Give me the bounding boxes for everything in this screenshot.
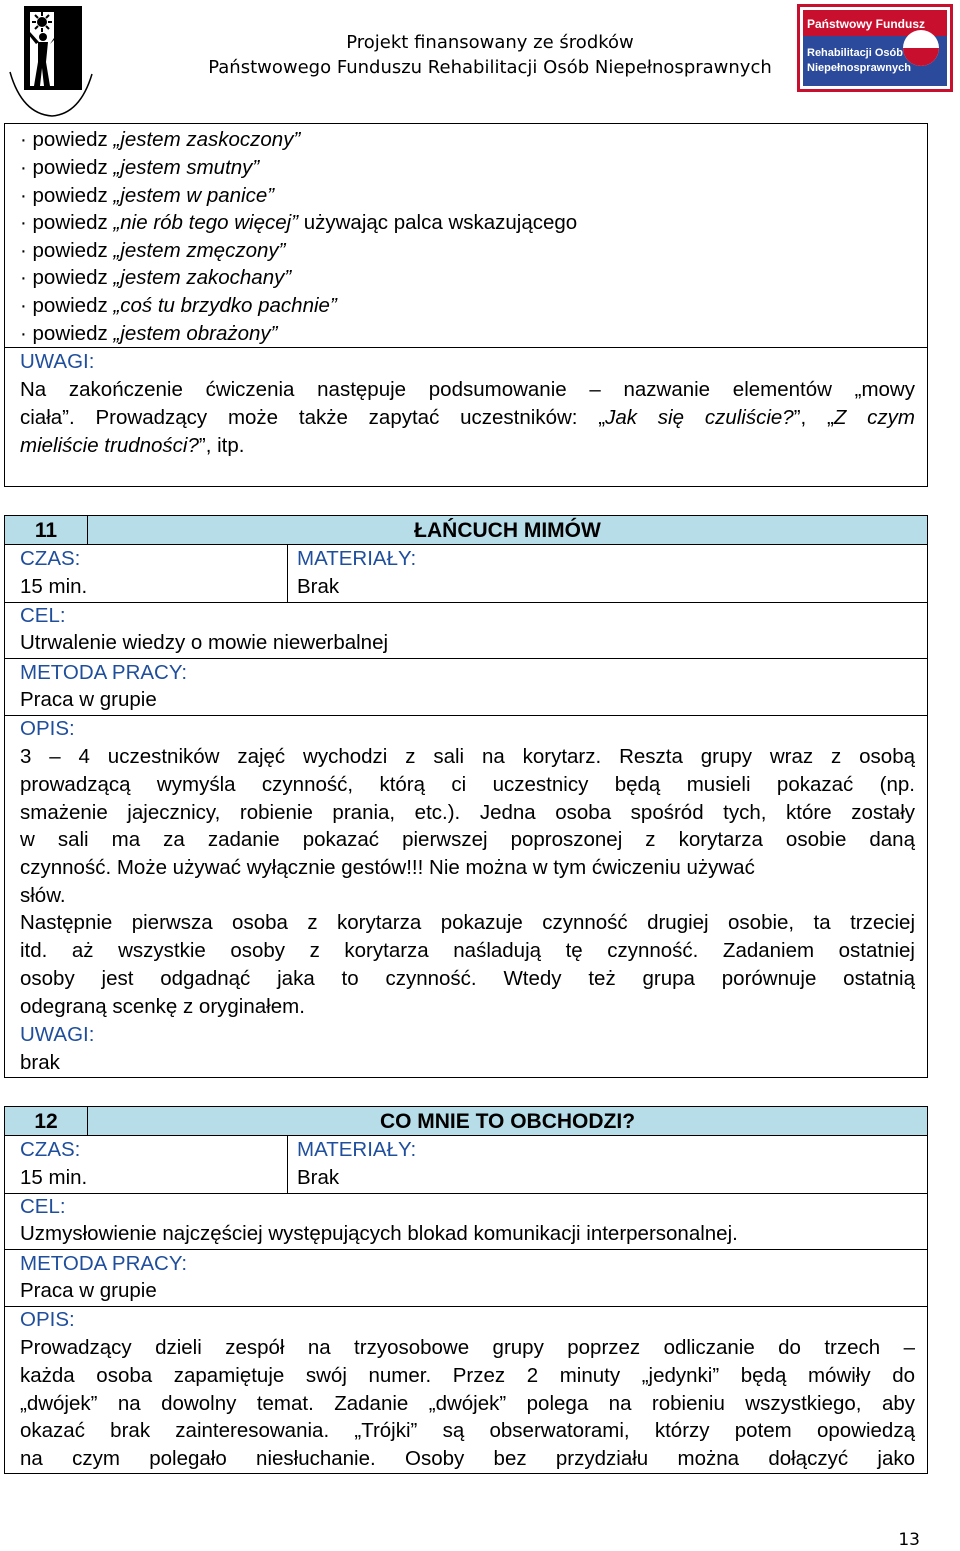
- opis-line: każda osoba zapamiętuje swój numer. Przez 2 minuty „jedynki” będą mówiły do: [20, 1364, 915, 1387]
- exercise-title: ŁAŃCUCH MIMÓW: [87, 516, 927, 545]
- metoda-value: Praca w grupie: [20, 688, 157, 711]
- uwagi-text-line: Na zakończenie ćwiczenia następuje podsumowanie – nazwanie elementów „mowy: [20, 378, 915, 401]
- exercise-11-title-row: [5, 516, 927, 545]
- instruction-item: · powiedz „nie rób tego więcej” używając palca wskazującego: [20, 211, 578, 234]
- opis-line: Następnie pierwsza osoba z korytarza pokazuje czynność drugiej osobie, ta trzeciej: [20, 911, 915, 934]
- opis-line: 3 – 4 uczestników zajęć wychodzi z sali na korytarz. Reszta grupy wraz z osobą: [20, 745, 915, 768]
- opis-line: czynność. Może używać wyłącznie gestów!!! Nie można w tym ćwiczeniu używać: [20, 856, 755, 879]
- opis-line: odegraną scenkę z oryginałem.: [20, 995, 305, 1018]
- exercise-number: 11: [34, 519, 58, 542]
- funding-line-1: Projekt finansowany ze środków: [346, 32, 634, 53]
- instruction-item: · powiedz „jestem w panice”: [20, 184, 275, 207]
- uwagi-text-line: ciała”. Prowadzący może także zapytać uczestników: „Jak się czuliście?”, „Z czym: [20, 406, 915, 429]
- materialy-label: MATERIAŁY:: [297, 547, 417, 570]
- materialy-label: MATERIAŁY:: [297, 1138, 417, 1161]
- exercise-12-title-row: [5, 1107, 927, 1136]
- divider: [5, 1306, 927, 1307]
- opis-line: na czym polegało niesłuchanie. Osoby bez przydziału można dołączyć jako: [20, 1447, 915, 1470]
- instruction-item: · powiedz „jestem zaskoczony”: [20, 128, 301, 151]
- materialy-value: Brak: [297, 575, 340, 598]
- opis-line: w sali ma za zadanie pokazać pierwszej poproszonej z korytarza osobie daną: [20, 828, 915, 851]
- exercise-number: 12: [34, 1110, 58, 1133]
- divider: [5, 658, 927, 659]
- uwagi-label: UWAGI:: [20, 350, 95, 373]
- opis-line: smażenie jajecznicy, robienie prania, etc.). Jedna osoba spośród tych, które zostały: [20, 801, 915, 824]
- opis-line: Prowadzący dzieli zespół na trzyosobowe grupy poprzez odliczanie do trzech –: [20, 1336, 915, 1359]
- czas-value: 15 min.: [20, 575, 88, 598]
- uwagi-text-line: mieliście trudności?”, itp.: [20, 434, 245, 457]
- metoda-label: METODA PRACY:: [20, 1252, 188, 1275]
- czas-label: CZAS:: [20, 547, 81, 570]
- czas-value: 15 min.: [20, 1166, 88, 1189]
- opis-label: OPIS:: [20, 717, 75, 740]
- opis-line: „dwójek” na dowolny temat. Zadanie „dwójek” polega na robieniu wszystkiego, aby: [20, 1392, 915, 1415]
- pfron-logo-text-2: Rehabilitacji Osób: [807, 47, 903, 59]
- metoda-value: Praca w grupie: [20, 1279, 157, 1302]
- divider: [5, 715, 927, 716]
- exercise-12-card: [4, 1106, 928, 1474]
- opis-line: osoby jest odgadnąć jaka to czynność. Wtedy też grupa porównuje ostatnią: [20, 967, 915, 990]
- cel-label: CEL:: [20, 604, 66, 627]
- exercise-continuation-box: [4, 123, 928, 487]
- opis-line: prowadzącą wymyśla czynność, którą ci uczestnicy będą musieli pokazać (np.: [20, 773, 915, 796]
- opis-line: słów.: [20, 884, 66, 907]
- divider: [5, 347, 927, 348]
- czas-label: CZAS:: [20, 1138, 81, 1161]
- pfron-logo: [797, 4, 953, 92]
- page-number: 13: [898, 1530, 920, 1550]
- divider: [5, 1249, 927, 1250]
- opis-label: OPIS:: [20, 1308, 75, 1331]
- metoda-label: METODA PRACY:: [20, 661, 188, 684]
- instruction-item: · powiedz „jestem zmęczony”: [20, 239, 286, 262]
- uwagi-label: UWAGI:: [20, 1023, 95, 1046]
- cel-label: CEL:: [20, 1195, 66, 1218]
- instruction-item: · powiedz „jestem smutny”: [20, 156, 260, 179]
- divider: [5, 1193, 927, 1194]
- exercise-11-card: [4, 515, 928, 1078]
- page-header: [0, 0, 960, 120]
- funding-line-2: Państwowego Funduszu Rehabilitacji Osób Niepełnosprawnych: [208, 57, 772, 78]
- foundation-logo: [2, 2, 98, 120]
- opis-line: itd. aż wszystkie osoby z korytarza naśladują tę czynność. Zadaniem ostatniej: [20, 939, 915, 962]
- exercise-title: CO MNIE TO OBCHODZI?: [87, 1107, 927, 1136]
- instruction-item: · powiedz „jestem obrażony”: [20, 322, 278, 345]
- pfron-logo-text-3: Niepełnosprawnych: [807, 62, 911, 74]
- funding-notice: [120, 30, 860, 80]
- cel-value: Uzmysłowienie najczęściej występujących blokad komunikacji interpersonalnej.: [20, 1222, 738, 1245]
- instruction-item: · powiedz „jestem zakochany”: [20, 266, 292, 289]
- opis-line: okazać brak zainteresowania. „Trójki” są obserwatorami, którzy potem opowiedzą: [20, 1419, 915, 1442]
- pfron-logo-text-1: Państwowy Fundusz: [807, 17, 926, 31]
- materialy-value: Brak: [297, 1166, 340, 1189]
- divider: [5, 602, 927, 603]
- instruction-item: · powiedz „coś tu brzydko pachnie”: [20, 294, 337, 317]
- uwagi-value: brak: [20, 1051, 60, 1074]
- cel-value: Utrwalenie wiedzy o mowie niewerbalnej: [20, 631, 389, 654]
